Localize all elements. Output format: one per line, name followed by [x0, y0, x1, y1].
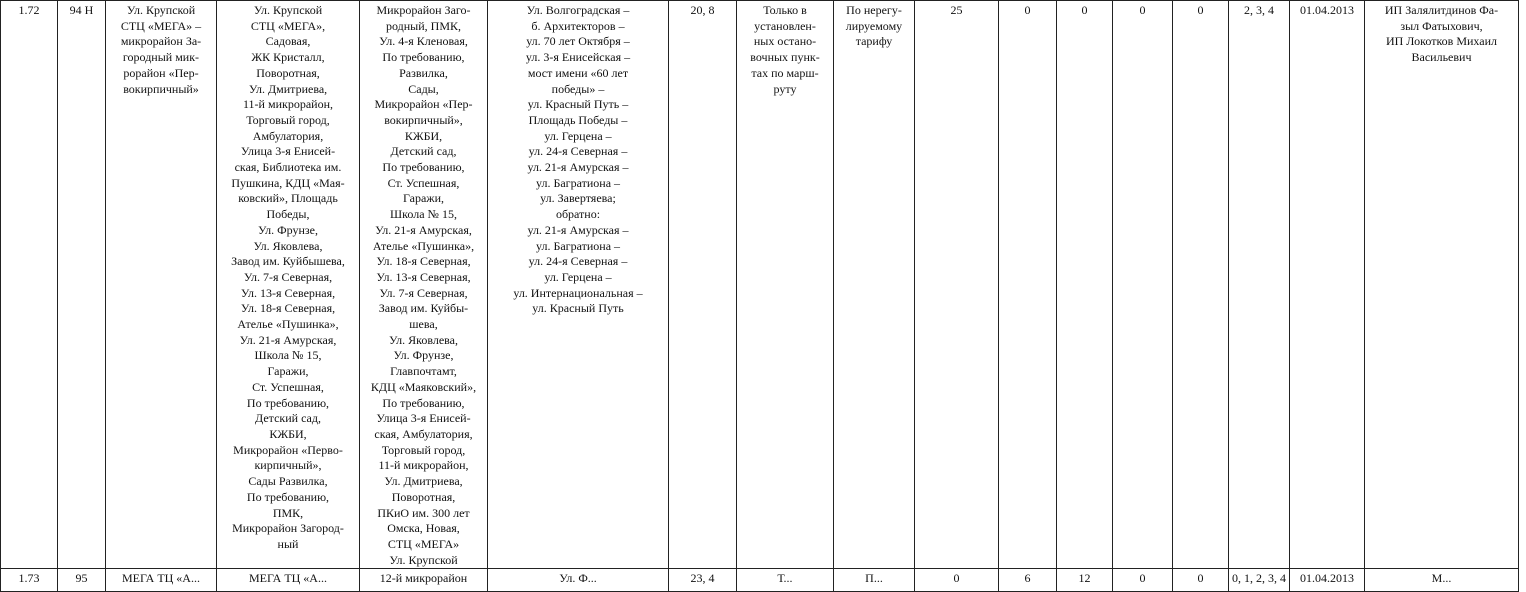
cell-text-line: вокирпичный», — [384, 112, 463, 127]
cell-text-line: По требованию, — [382, 50, 465, 65]
cell-text-line: ул. Красный Путь — [532, 301, 624, 316]
stops-backward-cell — [360, 569, 488, 592]
cell-text-line: ская, Библиотека им. — [234, 160, 342, 175]
cell-text-line: Амбулатория, — [252, 128, 324, 143]
cell-text-line: Ул. 13-я Северная, — [376, 269, 471, 284]
cell-text-line: Улица 3-я Енисей- — [376, 411, 471, 426]
cell-text-line: Ул. Яковлева, — [388, 332, 458, 347]
cell-text-line: родный, ПМК, — [385, 18, 461, 33]
cell-text: 2, 3, 4 — [1244, 3, 1274, 17]
cell-text-line: М... — [1431, 571, 1452, 586]
cell-text-line: рорайон «Пер- — [123, 65, 199, 80]
cell-text-line: Школа № 15, — [390, 207, 457, 222]
cell-text-line: Ателье «Пушинка», — [372, 238, 475, 253]
cell-text-line: Ул. 18-я Северная, — [240, 301, 336, 316]
cell-text-line: ПКиО им. 300 лет — [377, 505, 470, 520]
cell-text-line: тарифу — [855, 34, 893, 49]
cell-text: 1.73 — [18, 571, 40, 586]
start-date-cell — [1290, 569, 1365, 592]
stops-backward-cell — [360, 1, 488, 569]
vehicle-classes-cell — [1229, 1, 1290, 569]
cell-text-line: ный — [277, 536, 299, 551]
cell-text-line: городный мик- — [122, 50, 200, 65]
cell-text-line: Ул. 21-я Амурская, — [375, 222, 472, 237]
cell-text-line: Гаражи, — [402, 191, 444, 206]
cell-text-line: Сады, — [408, 81, 439, 96]
cell-text: 0 — [1024, 3, 1031, 17]
cell-text-line: Детский сад, — [255, 411, 321, 426]
cell-text-line: Пушкина, КДЦ «Мая- — [231, 175, 345, 190]
cell-text-line: ская, Амбулатория, — [374, 426, 473, 441]
cell-text-line: мост имени «60 лет — [527, 65, 629, 80]
cell-text-line: 11-й микрорайон, — [243, 97, 333, 112]
cell-text-line: ул. 21-я Амурская – — [527, 222, 629, 237]
cell-text-line: ПМК, — [272, 505, 304, 520]
cell-text-line: Ул. 21-я Амурская, — [239, 332, 337, 347]
route-length-cell — [669, 569, 737, 592]
cell-text-line: Ст. Успешная, — [252, 379, 324, 394]
cell-text-line: Ателье «Пушинка», — [237, 317, 339, 332]
cell-text-line: Площадь Победы – — [528, 112, 628, 127]
cell-text-line: ИП Локотков Михаил — [1385, 34, 1498, 49]
cell-text-line: ул. 3-я Енисейская – — [525, 50, 631, 65]
cell-text-line: ул. Багратиона – — [535, 238, 621, 253]
cell-text-line: Т... — [777, 571, 793, 586]
cell-text-line: ул. Завертяева; — [540, 191, 616, 206]
cell-text-line: Ул. Крупской — [126, 3, 196, 17]
cell-text-line: ИП Залялитдинов Фа- — [1384, 3, 1499, 17]
carrier-cell — [1365, 569, 1519, 592]
cell-text-line: Ул. Крупской — [389, 552, 458, 567]
cell-text-line: СТЦ «МЕГА» – — [120, 18, 202, 33]
cell-text-line: ул. 24-я Северная – — [528, 254, 628, 269]
cell-text-line: Ул. Яковлева, — [253, 238, 323, 253]
cell-text-line: ковский», Площадь — [238, 191, 338, 206]
cell-text: 0 — [1197, 571, 1204, 586]
cell-text-line: обратно: — [555, 207, 601, 222]
cell-text-line: б. Архитекторов – — [531, 18, 625, 33]
cell-text-line: Детский сад, — [390, 144, 457, 159]
cell-text-line: Поворотная, — [391, 489, 456, 504]
tariff-cell — [834, 569, 915, 592]
vehicle-count-cell — [1173, 569, 1229, 592]
cell-text-line: Ул. Волгоградская – — [526, 3, 630, 17]
table-row — [1, 569, 1519, 592]
cell-text-line: Сады Развилка, — [248, 474, 328, 489]
cell-text: 94 Н — [69, 3, 94, 17]
tariff-cell — [834, 1, 915, 569]
cell-text-line: микрорайон За- — [120, 34, 202, 49]
cell-text-line: Садовая, — [265, 34, 311, 49]
cell-text-line: 12-й микрорайон — [379, 571, 468, 586]
cell-text-line: КЖБИ, — [269, 426, 307, 441]
cell-text-line: тах по марш- — [751, 65, 819, 80]
cell-text-line: По требованию, — [246, 489, 330, 504]
vehicle-count-cell — [999, 1, 1057, 569]
cell-text-line: Микрорайон «Перво- — [233, 442, 343, 457]
boarding-procedure-cell — [737, 1, 834, 569]
cell-text-line: П... — [865, 571, 883, 586]
route-name-cell — [106, 569, 217, 592]
cell-text-line: Омска, Новая, — [387, 521, 460, 536]
cell-text-line: Ул. Ф... — [559, 571, 597, 586]
cell-text-line: Ул. Дмитриева, — [384, 474, 463, 489]
cell-text: 23, 4 — [690, 571, 715, 586]
cell-text-line: СТЦ «МЕГА», — [250, 18, 326, 33]
cell-text-line: ул. Герцена – — [544, 128, 612, 143]
cell-text-line: Завод им. Куйбышева, — [231, 254, 345, 269]
cell-text-line: шева, — [409, 317, 438, 332]
cell-text-line: лируемому — [845, 18, 903, 33]
cell-text: 0 — [1081, 3, 1088, 17]
cell-text-line: По требованию, — [382, 395, 465, 410]
cell-text-line: Завод им. Куйбы- — [378, 301, 469, 316]
cell-text-line: МЕГА ТЦ «А... — [122, 571, 200, 586]
table-row — [1, 1, 1519, 569]
cell-text: 12 — [1078, 571, 1091, 586]
cell-text-line: кирпичный», — [254, 458, 322, 473]
cell-text-line: Только в — [763, 3, 807, 17]
streets-cell — [488, 569, 669, 592]
cell-text-line: Ул. 7-я Северная, — [379, 285, 468, 300]
cell-text-line: Васильевич — [1411, 50, 1472, 65]
route-code-cell — [58, 1, 106, 569]
cell-text: 01.04.2013 — [1300, 571, 1354, 586]
cell-text-line: ул. 21-я Амурская – — [527, 160, 629, 175]
vehicle-count-cell — [915, 569, 999, 592]
cell-text-line: МЕГА ТЦ «А... — [249, 571, 327, 586]
cell-text: 1.72 — [18, 3, 40, 17]
route-number-cell — [1, 569, 58, 592]
streets-cell — [488, 1, 669, 569]
stops-forward-cell — [217, 1, 360, 569]
cell-text-line: Школа № 15, — [254, 348, 322, 363]
vehicle-count-cell — [1173, 1, 1229, 569]
cell-text: 0 — [953, 571, 960, 586]
cell-text-line: Гаражи, — [267, 364, 309, 379]
cell-text-line: ных остано- — [753, 34, 817, 49]
cell-text-line: установлен- — [754, 18, 816, 33]
vehicle-count-cell — [1057, 569, 1113, 592]
cell-text-line: Микрорайон Загород- — [232, 521, 344, 536]
cell-text-line: ул. Герцена – — [544, 269, 612, 284]
cell-text-line: КЖБИ, — [404, 128, 443, 143]
cell-text-line: Ул. 7-я Северная, — [243, 269, 333, 284]
cell-text-line: Ул. Фрунзе, — [393, 348, 454, 363]
cell-text: 95 — [75, 571, 88, 586]
cell-text-line: вокирпичный» — [123, 81, 199, 96]
vehicle-count-cell — [915, 1, 999, 569]
cell-text-line: Торговый город, — [381, 442, 466, 457]
start-date-cell — [1290, 1, 1365, 569]
vehicle-classes-cell — [1229, 569, 1290, 592]
cell-text-line: ул. 24-я Северная – — [528, 144, 628, 159]
cell-text-line: вочных пунк- — [750, 50, 820, 65]
stops-forward-cell — [217, 569, 360, 592]
vehicle-count-cell — [999, 569, 1057, 592]
cell-text-line: КДЦ «Маяковский», — [370, 379, 477, 394]
cell-text-line: Ул. Крупской — [253, 3, 323, 17]
cell-text-line: 11-й микрорайон, — [378, 458, 469, 473]
cell-text-line: По требованию, — [246, 395, 330, 410]
route-length-cell — [669, 1, 737, 569]
cell-text-line: СТЦ «МЕГА» — [387, 536, 460, 551]
boarding-procedure-cell — [737, 569, 834, 592]
route-code-cell — [58, 569, 106, 592]
cell-text: 01.04.2013 — [1300, 3, 1354, 17]
cell-text: 0, 1, 2, 3, 4 — [1232, 571, 1286, 586]
cell-text-line: ул. 70 лет Октября – — [526, 34, 630, 49]
vehicle-count-cell — [1113, 1, 1173, 569]
cell-text: 25 — [950, 3, 963, 17]
cell-text-line: ул. Интернациональная – — [513, 285, 643, 300]
cell-text-line: ЖК Кристалл, — [251, 50, 325, 65]
cell-text: 0 — [1197, 3, 1204, 17]
cell-text: 0 — [1139, 571, 1146, 586]
cell-text-line: ул. Красный Путь – — [527, 97, 629, 112]
carrier-cell — [1365, 1, 1519, 569]
cell-text-line: Торговый город, — [246, 112, 330, 127]
cell-text-line: зыл Фатыхович, — [1400, 18, 1483, 33]
cell-text-line: ул. Багратиона – — [535, 175, 621, 190]
cell-text-line: Ул. 18-я Северная, — [376, 254, 471, 269]
cell-text-line: Победы, — [266, 207, 310, 222]
route-name-cell — [106, 1, 217, 569]
cell-text-line: Ул. 4-я Кленовая, — [379, 34, 468, 49]
cell-text: 6 — [1024, 571, 1031, 586]
cell-text-line: Развилка, — [399, 65, 448, 80]
cell-text-line: Ул. Дмитриева, — [248, 81, 328, 96]
vehicle-count-cell — [1113, 569, 1173, 592]
cell-text-line: победы» – — [551, 81, 605, 96]
cell-text-line: Поворотная, — [256, 65, 320, 80]
cell-text-line: Микрорайон Заго- — [376, 3, 471, 17]
cell-text-line: Ул. 13-я Северная, — [240, 285, 336, 300]
cell-text-line: Ст. Успешная, — [387, 175, 460, 190]
cell-text-line: Микрорайон «Пер- — [374, 97, 473, 112]
cell-text-line: По требованию, — [382, 160, 465, 175]
cell-text-line: По нерегу- — [846, 3, 902, 17]
cell-text-line: руту — [773, 81, 797, 96]
cell-text: 20, 8 — [690, 3, 715, 17]
cell-text-line: Улица 3-я Енисей- — [240, 144, 336, 159]
cell-text-line: Ул. Фрунзе, — [258, 222, 318, 237]
cell-text: 0 — [1139, 3, 1146, 17]
cell-text-line: Главпочтамт, — [390, 364, 457, 379]
route-number-cell — [1, 1, 58, 569]
vehicle-count-cell — [1057, 1, 1113, 569]
